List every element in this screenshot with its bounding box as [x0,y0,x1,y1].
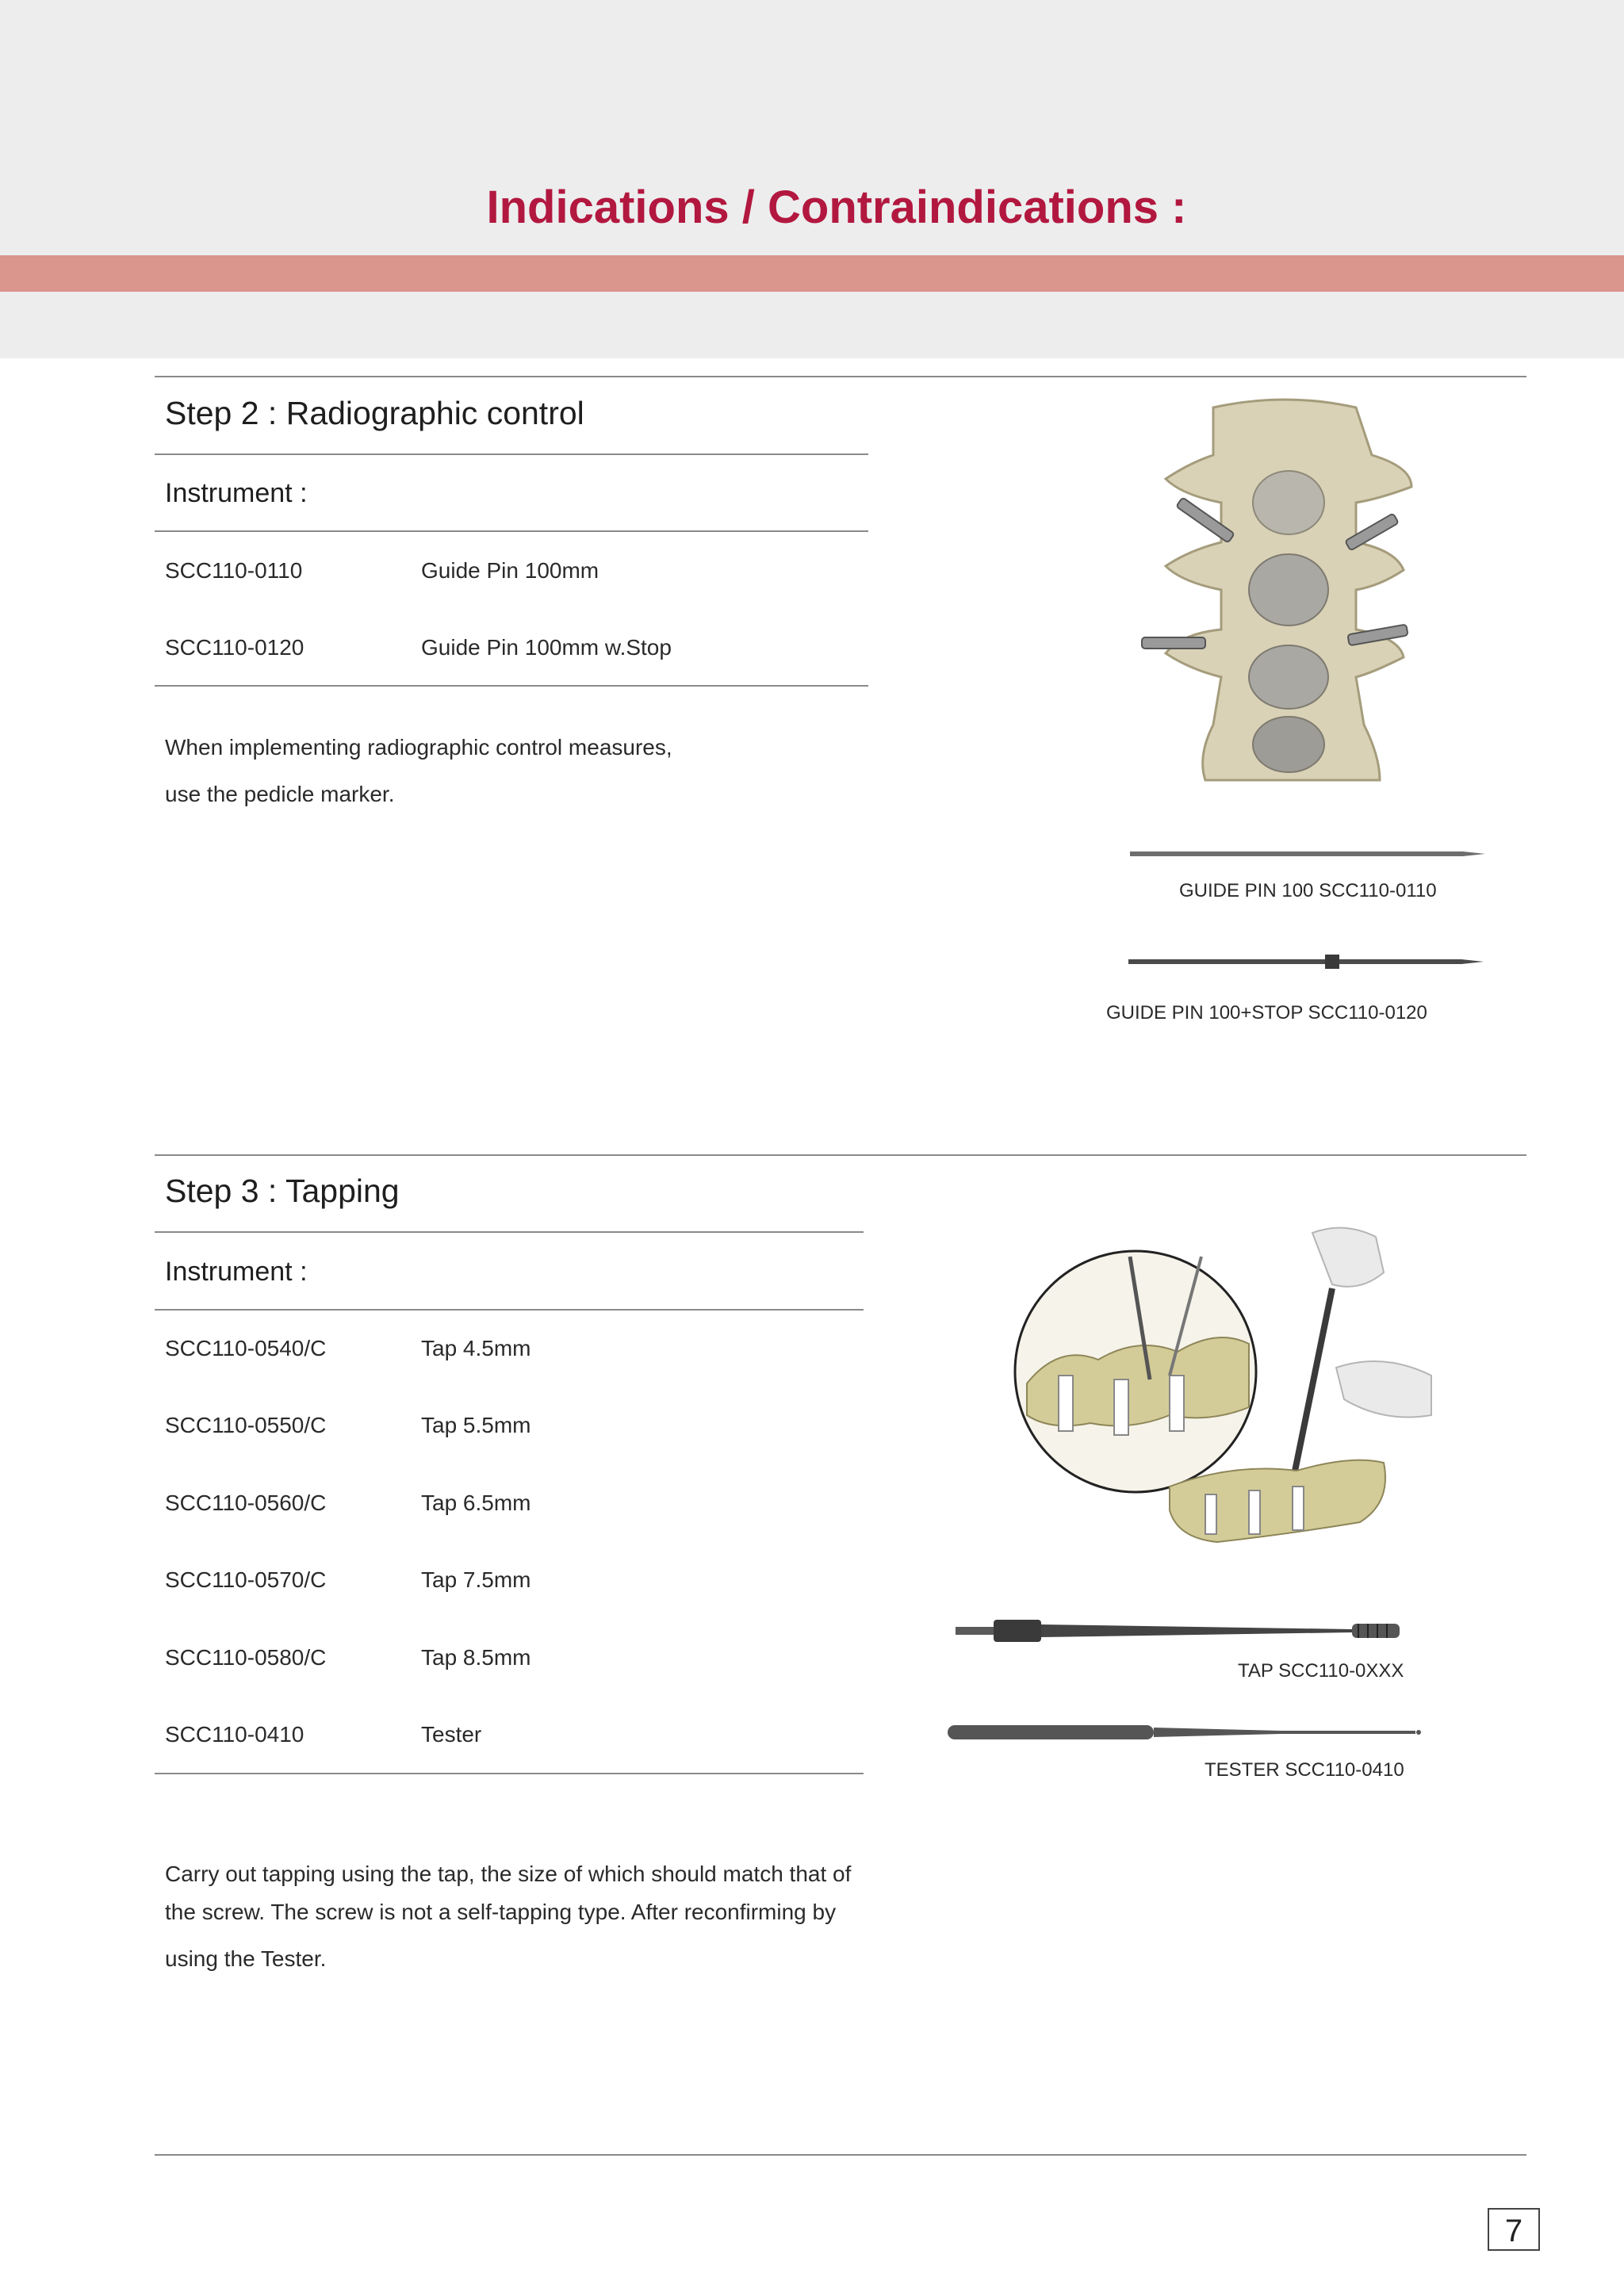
header-background [0,0,1624,358]
divider [155,453,868,455]
section-divider [155,376,1526,377]
guide-pin-caption: GUIDE PIN 100 SCC110-0110 [1179,880,1437,901]
divider [155,1309,864,1311]
page-number: 7 [1488,2208,1540,2251]
step2-instrument-label: Instrument : [165,478,308,508]
step3-title: Step 3 : Tapping [165,1173,400,1209]
step3-row-code: SCC110-0540/C [165,1336,327,1360]
step3-row-description: Tap 7.5mm [421,1567,531,1592]
divider [155,685,868,687]
step2-row-code: SCC110-0120 [165,635,304,660]
step3-row-code: SCC110-0550/C [165,1413,327,1437]
spine-pedicle-marker-illustration [1118,392,1451,788]
step3-instrument-label: Instrument : [165,1257,308,1287]
step2-text-line: use the pedicle marker. [165,782,395,806]
tester-image [948,1720,1423,1744]
step3-text-line: using the Tester. [165,1946,327,1971]
footer-divider [155,2154,1526,2156]
step2-row-code: SCC110-0110 [165,558,303,583]
tap-image [956,1613,1415,1648]
step3-row-description: Tap 5.5mm [421,1413,531,1437]
tester-caption: TESTER SCC110-0410 [1205,1759,1404,1781]
step3-text-line: Carry out tapping using the tap, the size of which should match that of [165,1862,852,1886]
step3-row-description: Tap 6.5mm [421,1490,531,1515]
divider [155,1773,864,1774]
step3-text-line: the screw. The screw is not a self-tapping type. After reconfirming by [165,1900,837,1924]
guide-pin-stop-caption: GUIDE PIN 100+STOP SCC110-0120 [1106,1002,1427,1024]
step2-text-line: When implementing radiographic control measures, [165,735,672,760]
tapping-illustration [1011,1225,1447,1558]
step3-row-description: Tap 8.5mm [421,1645,531,1670]
step3-row-code: SCC110-0570/C [165,1567,327,1592]
guide-pin-image [1130,844,1487,865]
step3-row-description: Tester [421,1722,482,1747]
guide-pin-stop-image [1128,952,1485,973]
step3-row-code: SCC110-0560/C [165,1490,327,1515]
divider [155,1231,864,1233]
step2-row-description: Guide Pin 100mm [421,558,599,583]
tap-caption: TAP SCC110-0XXX [1238,1660,1404,1682]
title-band [0,255,1624,292]
section-divider [155,1154,1526,1156]
step3-row-code: SCC110-0580/C [165,1645,327,1670]
step3-row-code: SCC110-0410 [165,1722,304,1747]
page-title: Indications / Contraindications : [486,182,1187,233]
divider [155,530,868,532]
step3-row-description: Tap 4.5mm [421,1336,531,1360]
step2-title: Step 2 : Radiographic control [165,395,584,431]
step2-row-description: Guide Pin 100mm w.Stop [421,635,672,660]
